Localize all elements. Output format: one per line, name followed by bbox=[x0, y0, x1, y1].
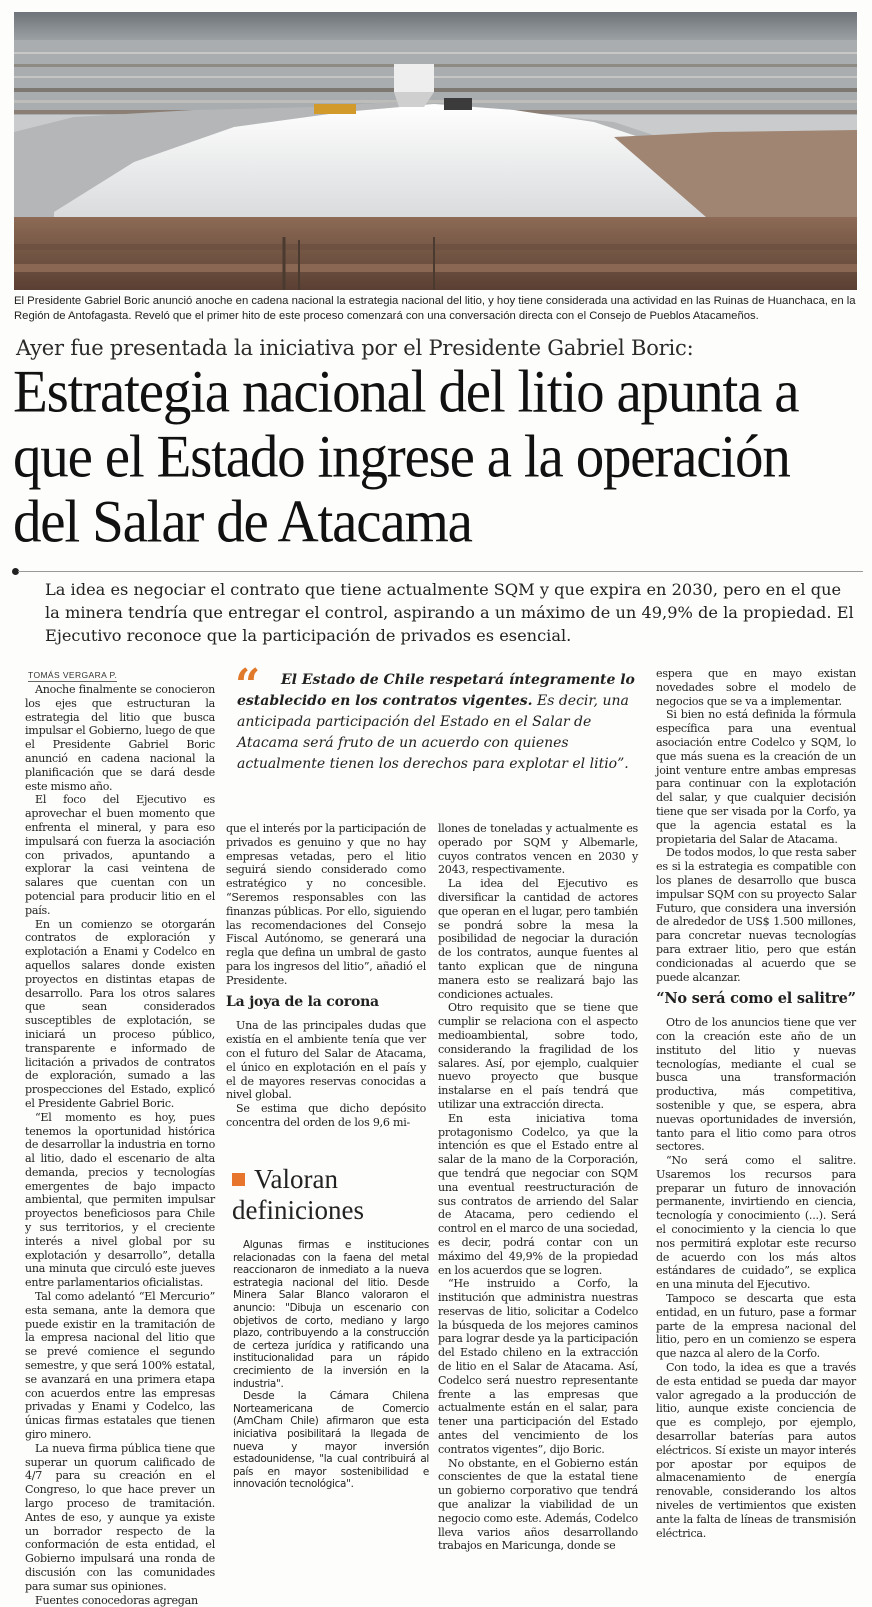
paragraph: En esta iniciativa toma protagonismo Codelco, ya que la intención es que el Estado entre al salar de la mano de la Corporación, que tendrá que negociar con SQM una eventual reestructuración de sus contratos de arriendo del Salar de Atacama, pero cediendo el control en el marco de una sociedad, es decir, podrá contar con un máximo del 49,9% de la propiedad en los acuerdos que se logren. bbox=[438, 1111, 638, 1277]
paragraph: En un comienzo se otorgarán contratos de exploración y explotación a Enami y Codelco en aquellos salares donde existen proyectos en distintas etapas de desarrollo. Para los otros salares que sean considerados susceptibles de explotación, se iniciará un proceso público, transparente e informado de licitación a privados de contratos de exploración, sumado a las prospecciones del Estado, explicó el Presidente Gabriel Boric. bbox=[25, 917, 215, 1110]
paragraph: espera que en mayo existan novedades sobre el modelo de negocios que se va a implementar. bbox=[656, 667, 856, 708]
paragraph: La idea del Ejecutivo es diversificar la cantidad de actores que operan en el lugar, pero también se pondrá sobre la mesa la posibilidad de negociar la duración de los contratos, aunque fuentes al tanto explican que de ninguna manera esto se realizará bajo las condiciones actuales. bbox=[438, 877, 638, 1001]
paragraph: Tal como adelantó “El Mercurio” esta semana, ante la demora que puede existir en la tramitación de la empresa nacional del litio que se prevé comience el segundo semestre, y que será 100% estatal, se avanzará en una primera etapa con acuerdos entre las empresas privadas y Enami y Codelco, las únicas firmas estatales que tienen giro minero. bbox=[25, 1290, 215, 1442]
lead-rule bbox=[18, 571, 863, 572]
salt-flat-photo bbox=[14, 12, 857, 290]
paragraph: “He instruido a Corfo, la institución que administra nuestras reservas de litio, solicitar a Codelco la búsqueda de los mejores caminos para lograr desde ya la participación del Estado chileno en la extracción de litio en el Salar de Atacama. Así, Codelco será nuestro representante frente a las empresas que actualmente están en el salar, para tener una participación del Estado antes del vencimiento de los contratos vigentes”, dijo Boric. bbox=[438, 1277, 638, 1456]
paragraph: Se estima que dicho depósito concentra del orden de los 9,6 mi- bbox=[226, 1102, 426, 1129]
headline: Estrategia nacional del litio apunta a que el Estado ingrese a la operación del Salar de Atacama bbox=[13, 358, 799, 556]
quote-mark-icon: “ bbox=[235, 660, 261, 711]
paragraph: No obstante, en el Gobierno están conscientes de que la estatal tiene un gobierno corporativo que tendrá que analizar la viabilidad de un negocio como este. Además, Codelco lleva varios años desarrollando trabajos en Maricunga, donde se bbox=[438, 1456, 638, 1553]
subhead-salitre: “No será como el salitre” bbox=[656, 990, 856, 1008]
paragraph: Tampoco se descarta que esta entidad, en un futuro, pase a formar parte de la empresa nacional del litio, pero en un comienzo se espera que nazca al alero de la Corfo. bbox=[656, 1292, 856, 1361]
paragraph: Una de las principales dudas que existía en el ambiente tenía que ver con el futuro del Salar de Atacama, el único en explotación en el país y el de mayores reservas conocidas a nivel global. bbox=[226, 1019, 426, 1102]
byline: TOMÁS VERGARA P. bbox=[28, 670, 118, 680]
paragraph: Anoche finalmente se conocieron los ejes que estructuran la estrategia del litio que busca impulsar el Gobierno, luego de que el Presidente Gabriel Boric anunció en cadena nacional la planificación que se dará desde este mismo año. bbox=[25, 683, 215, 793]
subhead-joya: La joya de la corona bbox=[226, 993, 379, 1010]
sidebar-title: Valoran definiciones bbox=[232, 1164, 364, 1225]
paragraph: La nueva firma pública tiene que superar un quorum calificado de 4/7 para su creación en el Congreso, lo que hace prever un largo proceso de tramitación. Antes de eso, y aunque ya existe un borrador respecto de la conformación de esta entidad, el Gobierno impulsará una ronda de discusión con las comunidades para sumar sus opiniones. bbox=[25, 1441, 215, 1593]
paragraph: “No será como el salitre. Usaremos los recursos para preparar un futuro de innovación permanente, invirtiendo en ciencia, tecnología y conocimiento (...). Será el conocimiento y la ciencia lo que nos permitirá explotar este recurso de acuerdo con los más altos estándares de cuidado”, se explica en una minuta del Ejecutivo. bbox=[656, 1154, 856, 1292]
paragraph: Desde la Cámara Chilena Norteamericana de Comercio (AmCham Chile) afirmaron que esta iniciativa posibilitará la llegada de nueva y mayor inversión estadounidense, "la cual contribuirá al país en mayor sostenibilidad e innovación tecnológica". bbox=[233, 1390, 429, 1491]
paragraph: El foco del Ejecutivo es aprovechar el buen momento que enfrenta el mineral, y para eso impulsará con fuerza la asociación con privados, apuntando a explorar la casi veintena de salares que cuentan con un potencial para producir litio en el país. bbox=[25, 793, 215, 917]
column-4 bbox=[656, 667, 856, 1540]
paragraph: De todos modos, lo que resta saber es si la estrategia es compatible con los planes de desarrollo que busca impulsar SQM con su proyecto Salar Futuro, que considera una inversión de alrededor de US$ 1.500 millones, para concretar nuevas tecnologías para extraer litio, pero que están condicionadas al acuerdo que se puede alcanzar. bbox=[656, 846, 856, 984]
kicker: Ayer fue presentada la iniciativa por el Presidente Gabriel Boric: bbox=[16, 336, 694, 360]
paragraph: Si bien no está definida la fórmula específica para una eventual asociación entre Codelco y SQM, lo que más suena es la creación de un joint venture entre ambas empresas para continuar con la explotación del salar, y que cualquier decisión tiene que ser visada por la Corfo, ya que la agencia estatal es la propietaria del Salar de Atacama. bbox=[656, 708, 856, 846]
photo-caption: El Presidente Gabriel Boric anunció anoche en cadena nacional la estrategia nacional del litio, y hoy tiene considerada una actividad en las Ruinas de Huanchaca, en la Región de Antofagasta. Reveló que el primer hito de este proceso comenzará con una conversación directa con el Consejo de Pueblos Atacameños. bbox=[14, 295, 856, 322]
column-2 bbox=[226, 822, 426, 1130]
column-1 bbox=[25, 683, 215, 1607]
paragraph: Fuentes conocedoras agregan bbox=[35, 1593, 198, 1607]
orange-square-icon bbox=[232, 1173, 245, 1186]
paragraph: Otro de los anuncios tiene que ver con la creación este año de un instituto del litio y nuevas tecnologías, mediante el cual se busca una transformación productiva, más competitiva, sostenible y que, se espera, abra nuevas oportunidades de inversión, tanto para el litio como para otros sectores. bbox=[656, 1016, 856, 1154]
column-3 bbox=[438, 822, 638, 1553]
paragraph: Con todo, la idea es que a través de esta entidad se pueda dar mayor valor agregado a la producción de litio, aunque existe conciencia de que es complejo, por ejemplo, desarrollar baterías para autos eléctricos. Sí existe un mayor interés por apostar por equipos de almacenamiento de energía renovable, considerando los altos niveles de vertimientos que existen ante la falta de líneas de transmisión eléctrica. bbox=[656, 1361, 856, 1540]
quote-rest: Es decir, una anticipada participación del Estado en el Salar de Atacama será fruto de un acuerdo con quienes actualmente tienen los derechos para explotar el litio”. bbox=[237, 693, 629, 772]
paragraph: llones de toneladas y actualmente es operado por SQM y Albemarle, cuyos contratos vencen en 2030 y 2043, respectivamente. bbox=[438, 822, 638, 877]
paragraph: que el interés por la participación de privados es genuino y que no hay empresas vetadas, pero el litio seguirá siendo considerado como estratégico y no concesible. “Seremos responsables con las finanzas públicas. Por ello, siguiendo las recomendaciones del Consejo Fiscal Autónomo, se generará una regla que defina un umbral de gasto para los ingresos del litio”, añadió el Presidente. bbox=[226, 822, 426, 987]
paragraph: Algunas firmas e instituciones relacionadas con la faena del metal reaccionaron de inmediato a la nueva estrategia nacional del litio. Desde Minera Salar Blanco valoraron el anuncio: "Dibuja un escenario con objetivos de corto, mediano y largo plazo, contribuyendo a la construcción de certeza jurídica y ratificando una institucionalidad para un rápido crecimiento de la inversión en la industria". bbox=[233, 1239, 429, 1390]
paragraph: “El momento es hoy, pues tenemos la oportunidad histórica de desarrollar la industria en torno al litio, dado el escenario de alta demanda, precios y tecnologías emergentes de bajo impacto ambiental, que permiten impulsar proyectos beneficiosos para Chile y sus territorios, y el creciente interés a nivel global por su explotación y desarrollo”, detalla una minuta que circuló este jueves entre parlamentarios oficialistas. bbox=[25, 1110, 215, 1290]
lead-paragraph: La idea es negociar el contrato que tiene actualmente SQM y que expira en 2030, pero en el que la minera tendría que entregar el control, aspirando a un máximo de un 49,9% de la propiedad. El Ejecutivo reconoce que la participación de privados es esencial. bbox=[45, 580, 854, 645]
sidebar-body bbox=[233, 1239, 429, 1491]
pull-quote bbox=[235, 660, 647, 775]
paragraph: Otro requisito que se tiene que cumplir se relaciona con el aspecto medioambiental, sobre todo, considerando la fragilidad de los salares. Así, por ejemplo, cualquier nuevo proyecto que busque instalarse en el país tendrá que utilizar una extracción directa. bbox=[438, 1001, 638, 1111]
quote-bold: El Estado de Chile respetará íntegramente lo establecido en los contratos vigentes. bbox=[237, 672, 635, 709]
